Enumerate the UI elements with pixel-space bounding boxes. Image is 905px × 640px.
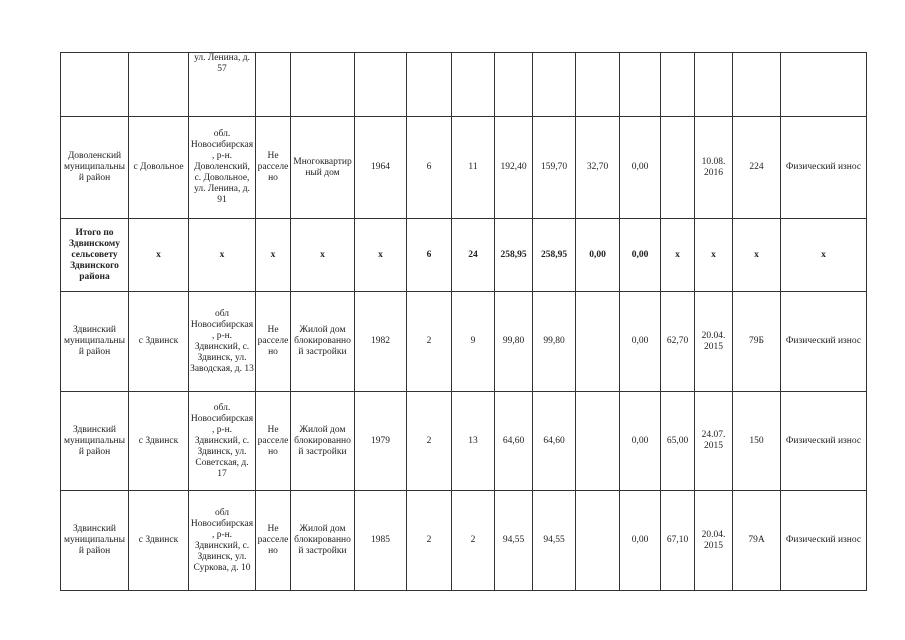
cell-municipality: [61, 53, 129, 117]
cell-total-area-municipal: 258,95: [533, 219, 576, 292]
cell-residents: 2: [452, 491, 495, 591]
table-row: [61, 392, 867, 491]
cell-area-total: 94,55: [495, 491, 533, 591]
table-row: [61, 292, 867, 392]
cell-doc-number: 224: [733, 117, 781, 219]
cell-address: обл. Новосибирская, р-н. Здвинский, с. Здвинск, ул. Советская, д. 17: [189, 392, 256, 491]
cell-floors: 2: [407, 292, 452, 392]
cell-area-other: [620, 53, 661, 117]
cell-settlement: [129, 53, 189, 117]
cell-area-private: [576, 392, 620, 491]
cell-date: [695, 53, 733, 117]
cell-area-municipal: [533, 53, 576, 117]
cell-area-other: 0,00: [620, 491, 661, 591]
cell-total-c14: x: [695, 219, 733, 292]
total-row: [61, 219, 867, 292]
cell-area-private: 32,70: [576, 117, 620, 219]
cell-date: 10.08. 2016: [695, 117, 733, 219]
cell-doc-number: [733, 53, 781, 117]
cell-area-total: 99,80: [495, 292, 533, 392]
cell-status: Не расселено: [256, 117, 291, 219]
cell-area-total: 64,60: [495, 392, 533, 491]
cell-residents: [452, 53, 495, 117]
cell-area-municipal: 94,55: [533, 491, 576, 591]
cell-area-private: [576, 491, 620, 591]
cell-area-extra: 65,00: [661, 392, 695, 491]
cell-total-c13: x: [661, 219, 695, 292]
cell-settlement: с Довольное: [129, 117, 189, 219]
cell-residents: 13: [452, 392, 495, 491]
cell-reason: Физический износ: [781, 117, 867, 219]
cell-address: ул. Ленина, д. 57: [189, 53, 256, 117]
cell-building-type: Жилой дом блокированной застройки: [291, 392, 355, 491]
cell-building-type: Жилой дом блокированной застройки: [291, 491, 355, 591]
cell-address: обл. Новосибирская, р-н. Доволенский, с. Довольное, ул. Ленина, д. 91: [189, 117, 256, 219]
table-row: [61, 117, 867, 219]
cell-total-area-private: 0,00: [576, 219, 620, 292]
cell-settlement: с Здвинск: [129, 491, 189, 591]
cell-doc-number: 150: [733, 392, 781, 491]
cell-date: 20.04. 2015: [695, 292, 733, 392]
cell-total-label: Итого по Здвинскому сельсовету Здвинского района: [61, 219, 129, 292]
cell-area-total: [495, 53, 533, 117]
cell-total-area-total: 258,95: [495, 219, 533, 292]
cell-area-other: 0,00: [620, 292, 661, 392]
cell-status: Не расселено: [256, 491, 291, 591]
cell-total-c15: x: [733, 219, 781, 292]
cell-municipality: Здвинский муниципальный район: [61, 392, 129, 491]
cell-reason: [781, 53, 867, 117]
cell-area-municipal: 64,60: [533, 392, 576, 491]
cell-building-type: Жилой дом блокированной застройки: [291, 292, 355, 392]
cell-municipality: Здвинский муниципальный район: [61, 491, 129, 591]
cell-total-c5: x: [291, 219, 355, 292]
cell-total-c2: x: [129, 219, 189, 292]
cell-total-c16: x: [781, 219, 867, 292]
cell-doc-number: 79А: [733, 491, 781, 591]
cell-reason: Физический износ: [781, 491, 867, 591]
cell-building-type: [291, 53, 355, 117]
cell-area-other: 0,00: [620, 392, 661, 491]
cell-area-municipal: 159,70: [533, 117, 576, 219]
cell-residents: 9: [452, 292, 495, 392]
cell-area-extra: 62,70: [661, 292, 695, 392]
cell-area-extra: 67,10: [661, 491, 695, 591]
cell-reason: Физический износ: [781, 392, 867, 491]
cell-floors: 2: [407, 392, 452, 491]
cell-area-private: [576, 53, 620, 117]
cell-municipality: Доволенский муниципальный район: [61, 117, 129, 219]
cell-total-c4: x: [256, 219, 291, 292]
cell-date: 20.04. 2015: [695, 491, 733, 591]
cell-settlement: с Здвинск: [129, 392, 189, 491]
cell-status: [256, 53, 291, 117]
cell-floors: 2: [407, 491, 452, 591]
cell-year: [355, 53, 407, 117]
cell-year: 1982: [355, 292, 407, 392]
cell-area-extra: [661, 53, 695, 117]
cell-residents: 11: [452, 117, 495, 219]
cell-address: обл Новосибирская, р-н. Здвинский, с. Здвинск, ул. Заводская, д. 13: [189, 292, 256, 392]
cell-municipality: Здвинский муниципальный район: [61, 292, 129, 392]
cell-total-c6: x: [355, 219, 407, 292]
cell-building-type: Многоквартирный дом: [291, 117, 355, 219]
cell-address: обл Новосибирская, р-н. Здвинский, с. Здвинск, ул. Суркова, д. 10: [189, 491, 256, 591]
cell-area-total: 192,40: [495, 117, 533, 219]
cell-date: 24.07. 2015: [695, 392, 733, 491]
cell-total-c3: x: [189, 219, 256, 292]
cell-doc-number: 79Б: [733, 292, 781, 392]
cell-reason: Физический износ: [781, 292, 867, 392]
cell-area-municipal: 99,80: [533, 292, 576, 392]
cell-status: Не расселено: [256, 392, 291, 491]
cell-floors: [407, 53, 452, 117]
cell-total-residents: 24: [452, 219, 495, 292]
table-row: [61, 491, 867, 591]
cell-settlement: с Здвинск: [129, 292, 189, 392]
cell-year: 1985: [355, 491, 407, 591]
cell-area-other: 0,00: [620, 117, 661, 219]
cell-year: 1979: [355, 392, 407, 491]
table-row: [61, 53, 867, 117]
cell-total-floors: 6: [407, 219, 452, 292]
emergency-housing-table: [60, 52, 867, 591]
cell-floors: 6: [407, 117, 452, 219]
cell-area-extra: [661, 117, 695, 219]
cell-area-private: [576, 292, 620, 392]
cell-total-area-other: 0,00: [620, 219, 661, 292]
cell-status: Не расселено: [256, 292, 291, 392]
cell-year: 1964: [355, 117, 407, 219]
